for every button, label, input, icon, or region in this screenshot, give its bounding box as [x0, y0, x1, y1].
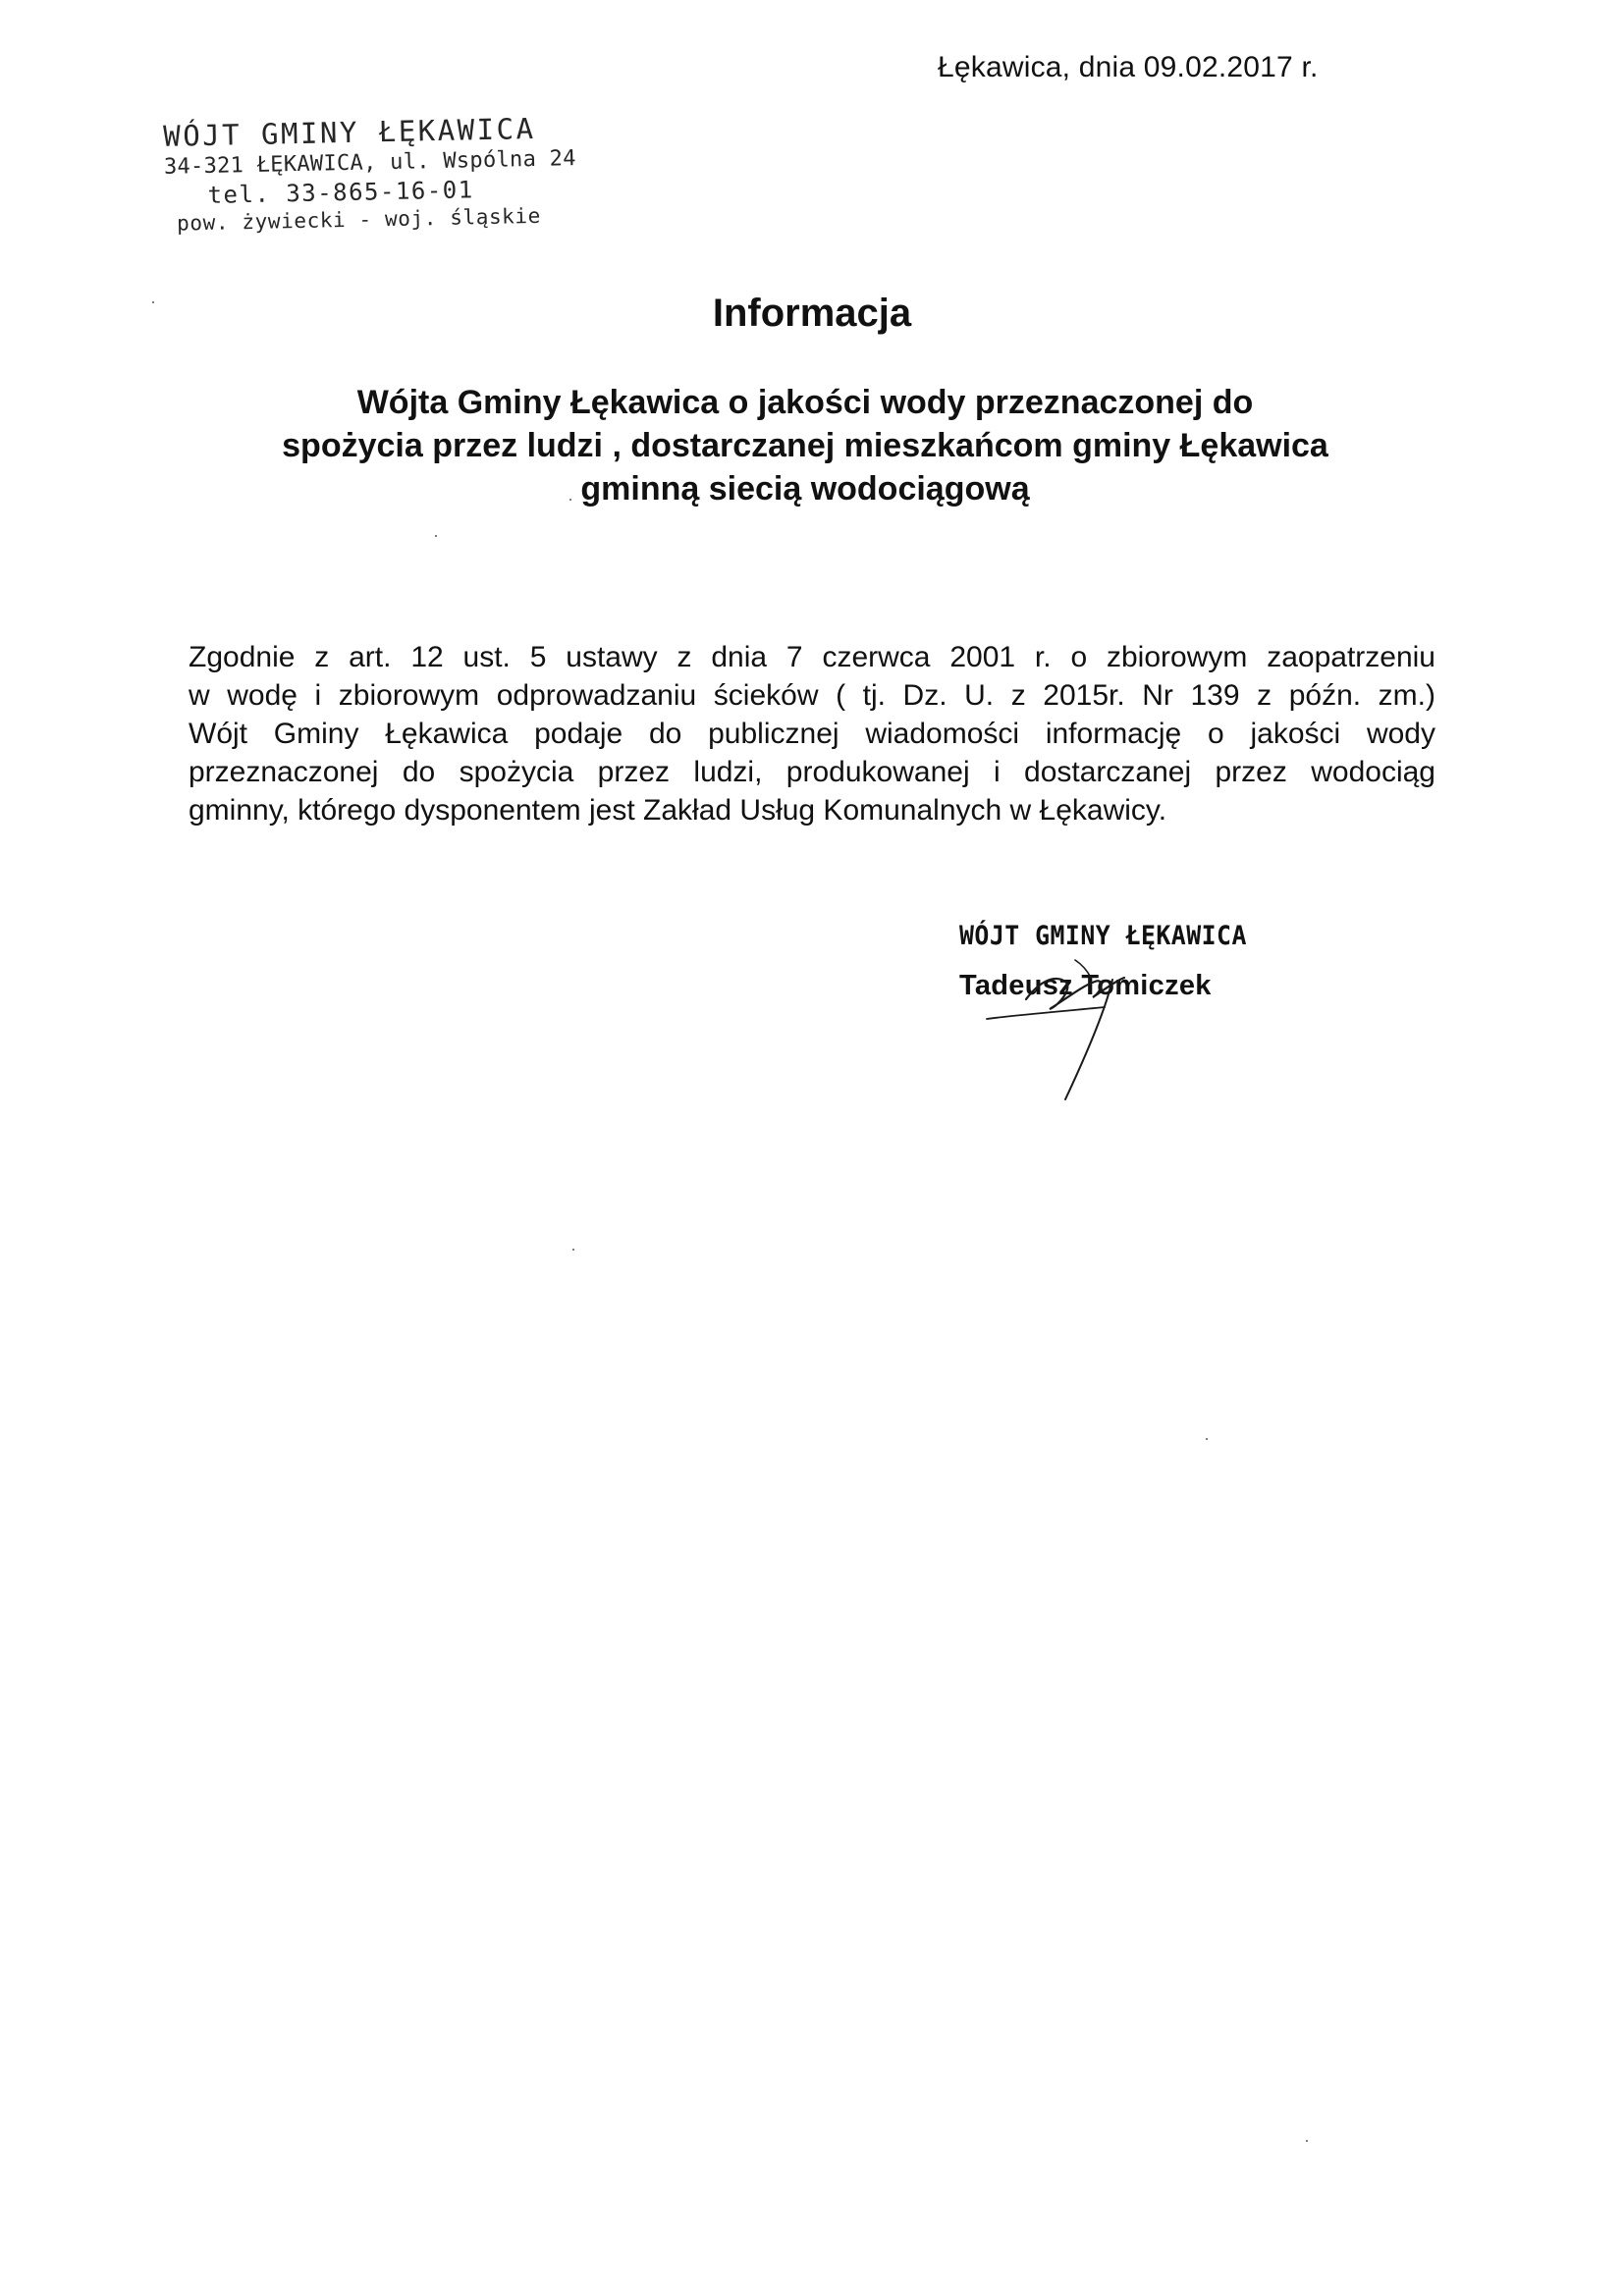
body-line: w wodę i zbiorowym odprowadzaniu ścieków ( tj. Dz. U. z 2015r. Nr 139 z późn. zm.)	[189, 679, 1435, 712]
body-line: przeznaczonej do spożycia przez ludzi, produkowanej i dostarczanej przez wodociąg	[189, 756, 1435, 788]
subtitle-line: gminną siecią wodociągową	[580, 470, 1030, 507]
signature-title-stamp: WÓJT GMINY ŁĘKAWICA	[959, 921, 1247, 951]
signature-name-stamp: Tadeusz Tomiczek	[959, 970, 1212, 1001]
place-and-date: Łękawica, dnia 09.02.2017 r.	[938, 51, 1319, 83]
handwritten-signature-icon	[957, 921, 1311, 1117]
body-paragraph	[189, 638, 1435, 829]
document-title: Informacja	[712, 292, 912, 335]
scan-speck	[572, 1249, 574, 1251]
subtitle-line: spożycia przez ludzi , dostarczanej mieszkańcom gminy Łękawica	[282, 427, 1328, 464]
stamp-district: pow. żywiecki - woj. śląskie	[176, 203, 542, 236]
body-line: gminny, którego dysponentem jest Zakład Usług Komunalnych w Łękawicy.	[189, 794, 1167, 827]
signature-block	[957, 921, 1311, 1117]
stamp-phone: tel. 33-865-16-01	[207, 176, 474, 209]
scan-speck	[569, 499, 571, 501]
stamp-office-name: WÓJT GMINY ŁĘKAWICA	[162, 111, 536, 153]
office-stamp	[157, 111, 577, 236]
scan-speck	[152, 301, 154, 303]
stamp-address: 34-321 ŁĘKAWICA, ul. Wspólna 24	[163, 146, 577, 180]
scan-speck	[1206, 1438, 1208, 1440]
body-line: Wójt Gminy Łękawica podaje do publicznej wiadomości informację o jakości wody	[189, 718, 1435, 750]
scan-speck	[1306, 2140, 1308, 2142]
document-subtitle	[167, 381, 1443, 510]
body-line: Zgodnie z art. 12 ust. 5 ustawy z dnia 7 czerwca 2001 r. o zbiorowym zaopatrzeniu	[189, 641, 1435, 673]
subtitle-line: Wójta Gminy Łękawica o jakości wody przeznaczonej do	[356, 384, 1254, 421]
scan-speck	[435, 535, 437, 537]
